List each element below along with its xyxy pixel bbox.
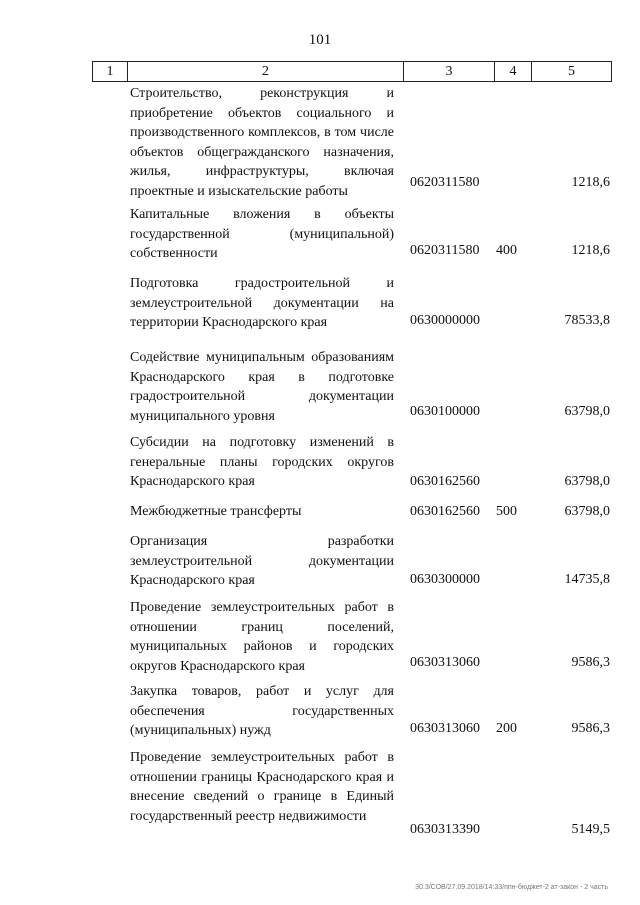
row-code: 0630000000 <box>410 313 480 328</box>
row-amount: 1218,6 <box>571 243 610 258</box>
row-description: Организация разработки землеустроительной документации Краснодарского края <box>130 534 394 589</box>
row-description: Проведение землеустроительных работ в отношении границ поселений, муниципальных районов и городских округов Краснодарского края <box>130 600 394 674</box>
header-col-4: 4 <box>495 62 532 81</box>
header-col-3: 3 <box>404 62 495 81</box>
row-description: Подготовка градостроительной и землеустроительной документации на территории Краснодарского края <box>130 276 394 331</box>
row-description: Строительство, реконструкция и приобретение объектов социального и производственного комплексов, в том числе объектов общегражданского назначения, жилья, инфраструктуры, включая проектные и изыскательские работы <box>130 86 394 199</box>
row-amount: 63798,0 <box>564 404 610 419</box>
row-amount: 1218,6 <box>571 175 610 190</box>
row-description: Содействие муниципальным образованиям Краснодарского края в подготовке градостроительной документации муниципального уровня <box>130 350 394 424</box>
row-amount: 14735,8 <box>564 572 610 587</box>
row-amount: 78533,8 <box>564 313 610 328</box>
row-code: 0630300000 <box>410 572 480 587</box>
row-code: 0630162560 <box>410 504 480 519</box>
row-description: Межбюджетные трансферты <box>130 504 302 519</box>
row-description: Капитальные вложения в объекты государственной (муниципальной) собственности <box>130 207 394 262</box>
table-header-row <box>92 61 612 82</box>
page-number: 101 <box>308 32 332 48</box>
row-code: 0620311580 <box>410 175 480 190</box>
row-amount: 5149,5 <box>571 822 610 837</box>
row-code: 0620311580 <box>410 243 480 258</box>
row-amount: 63798,0 <box>564 474 610 489</box>
row-amount: 9586,3 <box>571 721 610 736</box>
row-code: 0630313390 <box>410 822 480 837</box>
header-col-1: 1 <box>93 62 128 81</box>
row-amount: 63798,0 <box>564 504 610 519</box>
row-description: Субсидии на подготовку изменений в генеральные планы городских округов Краснодарского края <box>130 435 394 490</box>
row-code: 0630162560 <box>410 474 480 489</box>
row-amount: 9586,3 <box>571 655 610 670</box>
row-expense-type: 400 <box>496 243 517 258</box>
row-description: Закупка товаров, работ и услуг для обеспечения государственных (муниципальных) нужд <box>130 684 394 739</box>
row-code: 0630100000 <box>410 404 480 419</box>
header-col-5: 5 <box>568 63 575 79</box>
row-code: 0630313060 <box>410 721 480 736</box>
row-expense-type: 500 <box>496 504 517 519</box>
row-expense-type: 200 <box>496 721 517 736</box>
row-description: Проведение землеустроительных работ в отношении границы Краснодарского края и внесение сведений о границе в Единый государственный реестр недвижимости <box>130 750 394 824</box>
footer-stamp: 30.3/СОВ/27.09.2018/14:33/ппн-бюджет-2 ат-закон - 2 часть <box>415 884 608 891</box>
header-col-2: 2 <box>128 62 404 81</box>
row-code: 0630313060 <box>410 655 480 670</box>
